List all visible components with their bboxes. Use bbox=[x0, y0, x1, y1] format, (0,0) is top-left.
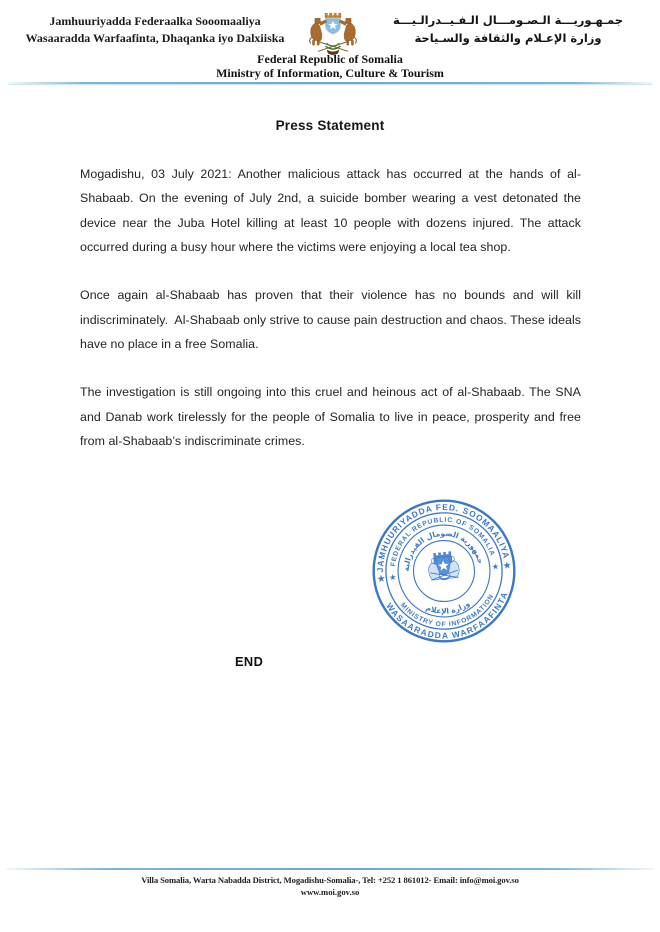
stamp-outer-top-text: JAMHUURIYADDA FED. SOOMAALIYA bbox=[375, 502, 512, 573]
stamp-arabic-bottom-text: وزارة الإعلام bbox=[424, 598, 472, 616]
stamp-arabic-top-text: جمهورية الصومال الفيدرالية bbox=[401, 528, 486, 572]
org-english-line2: Ministry of Information, Culture & Tourism bbox=[216, 65, 444, 80]
org-english-line1: Federal Republic of Somalia bbox=[257, 52, 403, 66]
org-arabic-line2: وزارة الإعـلام والثقافة والسـياحة bbox=[414, 31, 602, 46]
ministry-stamp-seal-icon bbox=[361, 488, 528, 653]
body-paragraph: Once again al-Shabaab has proven that their violence has no bounds and will kill indiscriminately. Al-Shabaab only strive to cause pain destruction and chaos. These ideals have no place in a free Somalia. bbox=[80, 288, 581, 352]
org-name-english bbox=[0, 53, 660, 81]
org-name-somali bbox=[16, 10, 294, 48]
org-name-arabic bbox=[372, 10, 644, 48]
stamp-outer-bottom-text: WASAARADDA WARFAAFINTA bbox=[384, 589, 510, 641]
org-somali-line2: Wasaaradda Warfaafinta, Dhaqanka iyo Dalxiiska bbox=[25, 31, 285, 46]
org-arabic-line1: جمـهـوريـــة الـصـومـــال الـفـيــدرالـيـــة bbox=[392, 13, 624, 27]
stamp-star-icon: ★ bbox=[491, 563, 499, 572]
header-divider bbox=[8, 82, 652, 84]
stamp-star-icon: ★ bbox=[502, 559, 512, 571]
page-title: Press Statement bbox=[275, 118, 385, 133]
body-paragraph: Mogadishu, 03 July 2021: Another malicious attack has occurred at the hands of al-Shabaab. On the evening of July 2nd, a suicide bomber wearing a vest detonated the device near the Juba Hotel killing at least 10 people with dozens injured. The attack occurred during a busy hour where the victims were enjoying a local tea shop. bbox=[80, 167, 581, 255]
stamp-middle-top-text: FEDERAL REPUBLIC OF SOMALIA bbox=[389, 516, 496, 567]
stamp-star-icon: ★ bbox=[389, 574, 397, 582]
footer bbox=[0, 868, 660, 897]
end-marker: END bbox=[235, 654, 264, 669]
statement-body bbox=[80, 162, 581, 477]
org-somali-line1: Jamhuuriyadda Federaalka Sooomaaliya bbox=[49, 14, 261, 28]
footer-website: www.moi.gov.so bbox=[300, 887, 360, 897]
stamp-emblem-icon bbox=[427, 551, 460, 582]
body-paragraph: The investigation is still ongoing into this cruel and heinous act of al-Shabaab. The SNA and Danab work tirelessly for the people of Somalia to live in peace, prosperity and free from al-Shabaab’s indiscriminate crimes. bbox=[80, 385, 581, 449]
stamp-star-icon: ★ bbox=[376, 572, 386, 584]
footer-divider bbox=[6, 868, 654, 870]
footer-address: Villa Somalia, Warta Nabadda District, Mogadishu-Somalia-, Tel: +252 1 861012- Email: info@moi.gov.so bbox=[141, 875, 519, 885]
stamp-middle-bottom-text: MINISTRY OF INFORMATION bbox=[398, 592, 496, 629]
ministry-stamp bbox=[361, 488, 528, 653]
